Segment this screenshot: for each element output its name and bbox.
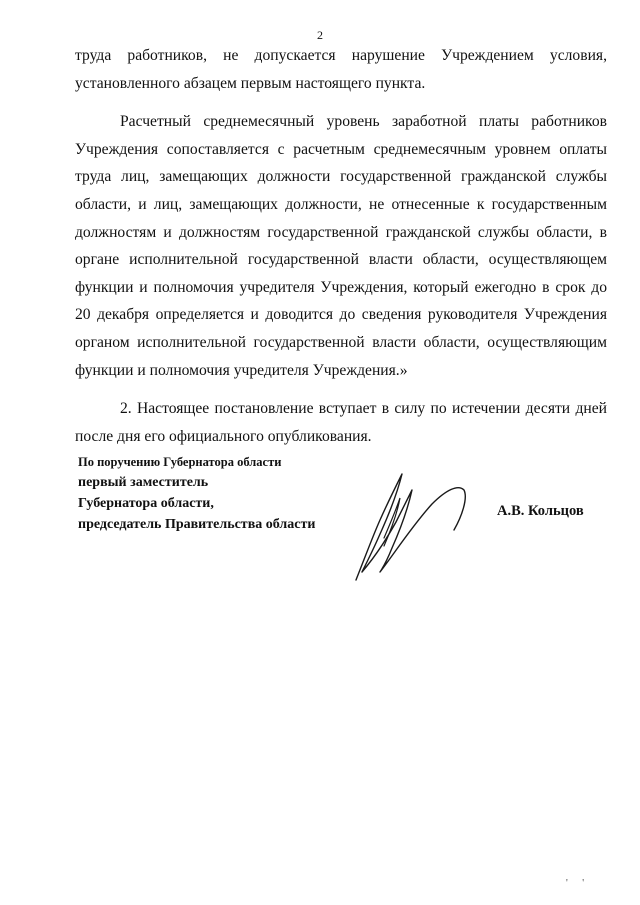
document-body [75,42,607,461]
signatory-line-3: Губернатора области, [78,496,214,511]
paragraph-continuation: труда работников, не допускается нарушение Учреждением условия, установленного абзацем первым настоящего пункта. [75,47,607,92]
signatory-line-2: первый заместитель [78,475,209,490]
page-number: 2 [317,28,323,42]
signatory-line-4: председатель Правительства области [78,517,316,532]
signatory-line-1: По поручению Губернатора области [78,455,282,469]
signature-stroke-main [356,474,465,580]
signer-name: А.В. Кольцов [497,503,584,519]
signatory-title-block [78,452,315,535]
paragraph-salary-comparison: Расчетный среднемесячный уровень заработной платы работников Учреждения сопоставляется с расчетным среднемесячным уровнем оплаты труда лиц, замещающих должности государственной гражданской службы области, и лиц, замещающих должности, не отнесенные к государственным должностям и должностям государственной гражданской службы области, в органе исполнительной государственной власти области, осуществляющем функции и полномочия учредителя Учреждения, который ежегодно в срок до 20 декабря определяется и доводится до сведения руководителя Учреждения органом исполнительной государственной власти области, осуществляющим функции и полномочия учредителя Учреждения.» [75,113,607,379]
handwritten-signature [350,468,480,583]
scan-corner-marks: ' ' [566,878,591,889]
paragraph-effective-date: 2. Настоящее постановление вступает в силу по истечении десяти дней после дня его официального опубликования. [75,400,607,445]
